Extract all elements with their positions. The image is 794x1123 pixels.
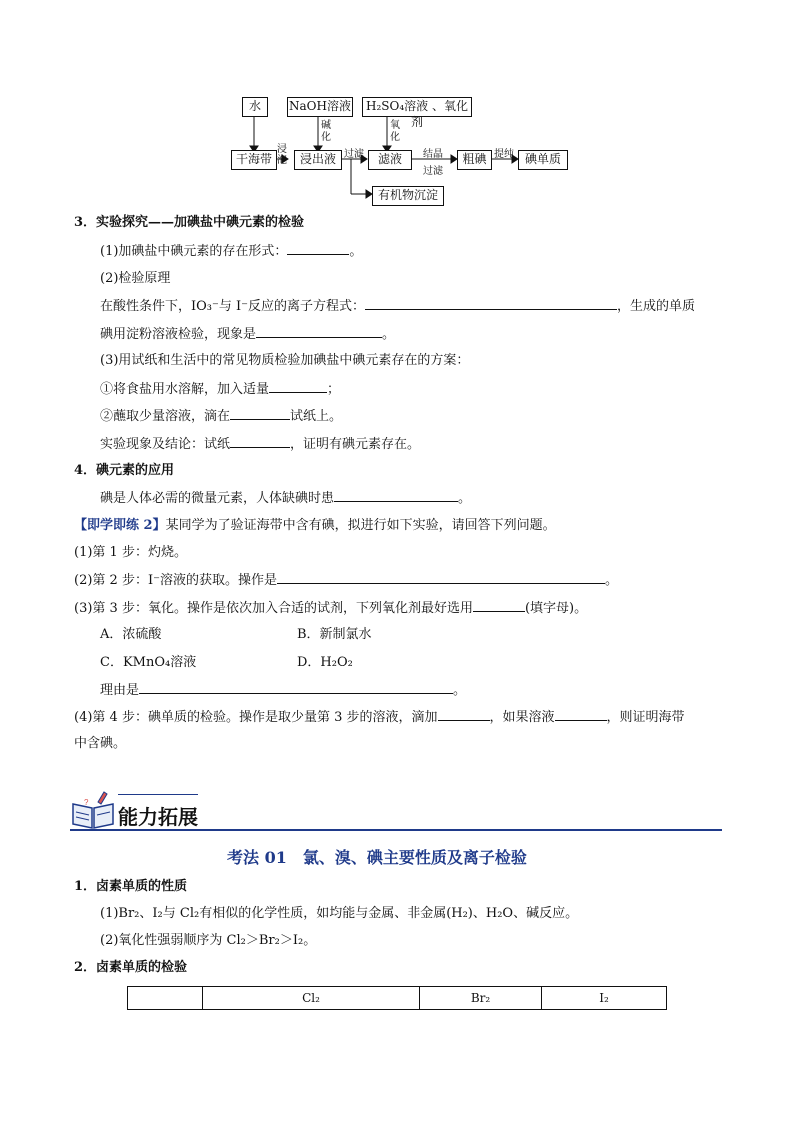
flow-label-soak: 浸泡 <box>277 144 287 166</box>
flow-box-h2so4: H₂SO₄溶液 、氧化剂 <box>362 97 472 117</box>
flow-box-crude-iodine: 粗碘 <box>457 150 492 170</box>
answer-blank[interactable] <box>277 571 605 584</box>
flow-box-organic-precipitate: 有机物沉淀 <box>372 186 444 206</box>
section3-q1-end: 。 <box>349 244 363 259</box>
flow-box-water: 水 <box>242 97 268 117</box>
section4-title: 4．碘元素的应用 <box>74 463 175 478</box>
section3-q3-a-end: ； <box>327 382 341 397</box>
flow-box-kelp: 干海带 <box>231 150 277 170</box>
section3-q2-text1-b: ，生成的单质 <box>617 299 696 314</box>
halogen-title-1: 1．卤素单质的性质 <box>74 879 188 894</box>
practice-reason <box>100 681 466 700</box>
flow-box-iodine-element: 碘单质 <box>518 150 568 170</box>
practice-step4-b: ，如果溶液 <box>489 710 555 725</box>
answer-blank[interactable] <box>365 297 617 310</box>
answer-blank[interactable] <box>287 242 349 255</box>
practice-step3 <box>74 599 587 618</box>
section3-title: 3．实验探究——加碘盐中碘元素的检验 <box>74 215 305 230</box>
flow-label-alkali: 碱化 <box>321 120 331 143</box>
option-a[interactable]: A．浓硫酸 <box>100 627 162 642</box>
flow-box-naoh: NaOH溶液 <box>287 97 353 117</box>
svg-text:?: ? <box>84 798 89 807</box>
section3-q1 <box>100 242 362 261</box>
section3-q3-a-text: ①将食盐用水溶解，加入适量 <box>100 382 270 397</box>
practice-step4-cont: 中含碘。 <box>74 736 127 751</box>
banner-top-rule <box>118 794 198 795</box>
table-header-row <box>128 987 667 1010</box>
table-header-cell: Cl₂ <box>203 987 420 1010</box>
section3-q1-text: (1)加碘盐中碘元素的存在形式： <box>100 244 288 259</box>
practice-step4-c: ，则证明海带 <box>606 710 685 725</box>
halogen-p1: (1)Br₂、I₂与 Cl₂有相似的化学性质，如均能与金属、非金属(H₂)、H₂O、碱反应。 <box>100 906 579 921</box>
section3-q3-c <box>100 435 420 454</box>
option-b[interactable]: B．新制氯水 <box>297 627 372 642</box>
halogen-p2: (2)氧化性强弱顺序为 Cl₂＞Br₂＞I₂。 <box>100 933 317 948</box>
practice-reason-end: 。 <box>453 683 467 698</box>
practice-step3-end: (填字母)。 <box>524 601 588 616</box>
section3-q3-b <box>100 407 342 426</box>
section3-q2-text1-a: 在酸性条件下，IO₃⁻与 I⁻反应的离子方程式： <box>100 299 365 314</box>
practice-step2-end: 。 <box>604 573 618 588</box>
section3-q2-text2 <box>100 325 395 344</box>
practice-intro <box>74 517 556 535</box>
section3-q2-text2-a: 碘用淀粉溶液检验，现象是 <box>100 327 257 342</box>
section3-q3-c-end: ，证明有碘元素存在。 <box>290 437 421 452</box>
banner-rule <box>70 829 722 831</box>
option-c[interactable]: C．KMnO₄溶液 <box>100 655 197 670</box>
halogen-table <box>127 986 667 1010</box>
flow-label-crystal: 结晶 <box>423 149 443 160</box>
practice-intro-text: 某同学为了验证海带中含有碘，拟进行如下实验，请回答下列问题。 <box>165 518 556 533</box>
section3-q3: (3)用试纸和生活中的常见物质检验加碘盐中碘元素存在的方案： <box>100 353 470 368</box>
method-title: 考法 01 氯、溴、碘主要性质及离子检验 <box>227 848 527 867</box>
flow-box-filtrate: 滤液 <box>368 150 412 170</box>
answer-blank[interactable] <box>230 407 290 420</box>
section3-q3-c-text: 实验现象及结论：试纸 <box>100 437 231 452</box>
section3-q2-text1 <box>100 297 695 316</box>
halogen-title-2: 2．卤素单质的检验 <box>74 960 188 975</box>
flow-label-filter2: 过滤 <box>423 166 443 177</box>
answer-blank[interactable] <box>256 325 382 338</box>
answer-blank[interactable] <box>555 708 607 721</box>
answer-blank[interactable] <box>230 435 290 448</box>
ability-banner-title: 能力拓展 <box>118 805 198 829</box>
flow-label-oxidize: 氧化 <box>390 120 400 143</box>
section4-text-a: 碘是人体必需的微量元素，人体缺碘时患 <box>100 491 335 506</box>
option-d[interactable]: D．H₂O₂ <box>297 655 353 670</box>
answer-blank[interactable] <box>438 708 490 721</box>
flow-label-purify: 提纯 <box>494 149 514 160</box>
practice-step2-text: (2)第 2 步：I⁻溶液的获取。操作是 <box>74 573 277 588</box>
flow-box-leachate: 浸出液 <box>294 150 342 170</box>
practice-step4 <box>74 708 685 727</box>
practice-step2 <box>74 571 618 590</box>
section4-text-b: 。 <box>458 491 472 506</box>
answer-blank[interactable] <box>269 380 327 393</box>
section3-q2-text2-b: 。 <box>382 327 396 342</box>
practice-reason-text: 理由是 <box>100 683 140 698</box>
section4-text <box>100 489 471 508</box>
practice-step1: (1)第 1 步：灼烧。 <box>74 545 187 560</box>
section3-q3-b-text: ②蘸取少量溶液，滴在 <box>100 409 231 424</box>
practice-step3-text: (3)第 3 步：氧化。操作是依次加入合适的试剂，下列氧化剂最好选用 <box>74 601 473 616</box>
flow-label-filter: 过滤 <box>344 149 364 160</box>
section3-q2: (2)检验原理 <box>100 271 171 286</box>
practice-step4-a: (4)第 4 步：碘单质的检验。操作是取少量第 3 步的溶液，滴加 <box>74 710 438 725</box>
answer-blank[interactable] <box>139 681 453 694</box>
table-header-cell <box>128 987 203 1010</box>
section3-q3-a <box>100 380 340 399</box>
table-header-cell: I₂ <box>542 987 667 1010</box>
practice-tag: 【即学即练 2】 <box>74 518 166 533</box>
book-icon <box>70 790 116 830</box>
answer-blank[interactable] <box>334 489 458 502</box>
table-header-cell: Br₂ <box>420 987 542 1010</box>
answer-blank[interactable] <box>473 599 525 612</box>
section3-q3-b-end: 试纸上。 <box>290 409 343 424</box>
